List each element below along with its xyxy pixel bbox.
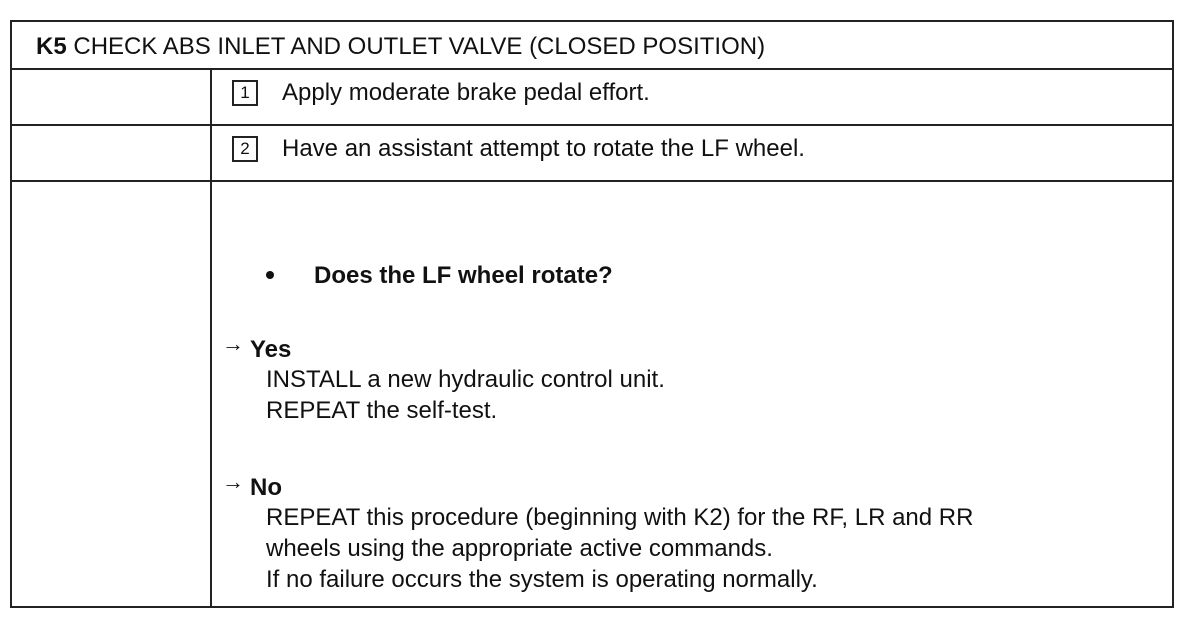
question [266, 262, 613, 290]
arrow-right-icon: → [222, 331, 244, 356]
step-number-box: 2 [232, 136, 258, 162]
procedure-table [10, 20, 1174, 608]
answer-yes [222, 331, 665, 426]
row-divider [12, 124, 1172, 126]
answer-label: Yes [250, 336, 292, 363]
step-heading [36, 33, 765, 61]
step-text: Apply moderate brake pedal effort. [282, 79, 650, 106]
answer-line: REPEAT this procedure (beginning with K2) for the RF, LR and RR [266, 504, 974, 531]
step-code: K5 [36, 33, 67, 60]
answer-line: REPEAT the self-test. [266, 397, 498, 424]
step-1-row [232, 79, 650, 107]
answer-label: No [250, 474, 282, 501]
bullet-icon [266, 271, 274, 279]
question-text: Does the LF wheel rotate? [314, 262, 613, 289]
arrow-right-icon: → [222, 469, 244, 494]
step-text: Have an assistant attempt to rotate the LF wheel. [282, 135, 805, 162]
answer-line: If no failure occurs the system is operating normally. [266, 566, 818, 593]
row-divider [12, 68, 1172, 70]
answer-no [222, 469, 974, 595]
row-divider [12, 180, 1172, 182]
step-2-row [232, 135, 805, 163]
answer-line: wheels using the appropriate active commands. [266, 535, 773, 562]
column-divider [210, 68, 212, 606]
answer-line: INSTALL a new hydraulic control unit. [266, 366, 665, 393]
step-number-box: 1 [232, 80, 258, 106]
step-title: CHECK ABS INLET AND OUTLET VALVE (CLOSED POSITION) [73, 33, 766, 60]
